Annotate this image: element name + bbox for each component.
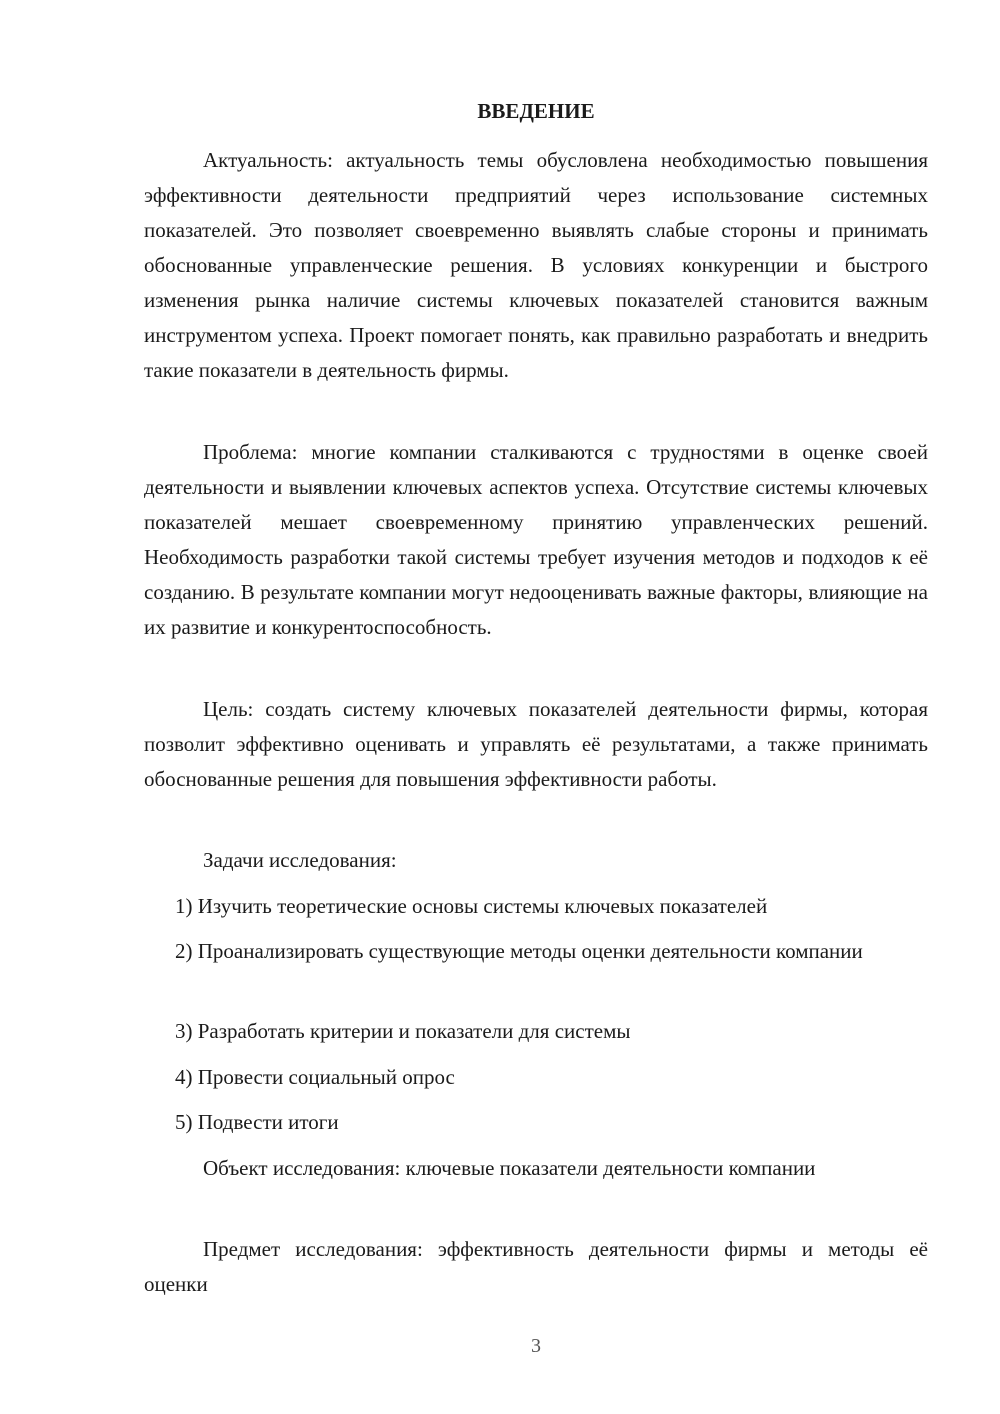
task-item: 4) Провести социальный опрос	[175, 1065, 455, 1089]
goal-paragraph: Цель: создать систему ключевых показателей деятельности фирмы, которая позволит эффективно оценивать и управлять её результатами, а также принимать обоснованные решения для повышения эффективности работы.	[144, 697, 928, 791]
problem-paragraph: Проблема: многие компании сталкиваются с трудностями в оценке своей деятельности и выявлении ключевых аспектов успеха. Отсутствие системы ключевых показателей мешает своевременному принятию управленческих решений. Необходимость разработки такой системы требует изучения методов и подходов к её созданию. В результате компании могут недооценивать важные факторы, влияющие на их развитие и конкурентоспособность.	[144, 440, 928, 639]
subject-paragraph: Предмет исследования: эффективность деятельности фирмы и методы её оценки	[144, 1237, 928, 1296]
task-item: 5) Подвести итоги	[175, 1110, 339, 1134]
object-paragraph: Объект исследования: ключевые показатели деятельности компании	[203, 1156, 816, 1180]
task-item: 3) Разработать критерии и показатели для системы	[175, 1019, 631, 1043]
relevance-paragraph: Актуальность: актуальность темы обусловлена необходимостью повышения эффективности деятельности предприятий через использование системных показателей. Это позволяет своевременно выявлять слабые стороны и принимать обоснованные управленческие решения. В условиях конкуренции и быстрого изменения рынка наличие системы ключевых показателей становится важным инструментом успеха. Проект помогает понять, как правильно разработать и внедрить такие показатели в деятельность фирмы.	[144, 148, 928, 382]
page-number: 3	[531, 1335, 541, 1357]
tasks-heading: Задачи исследования:	[203, 848, 397, 872]
task-item: 2) Проанализировать существующие методы оценки деятельности компании	[175, 939, 863, 963]
section-heading: ВВЕДЕНИЕ	[477, 99, 595, 123]
task-item: 1) Изучить теоретические основы системы ключевых показателей	[175, 894, 768, 918]
